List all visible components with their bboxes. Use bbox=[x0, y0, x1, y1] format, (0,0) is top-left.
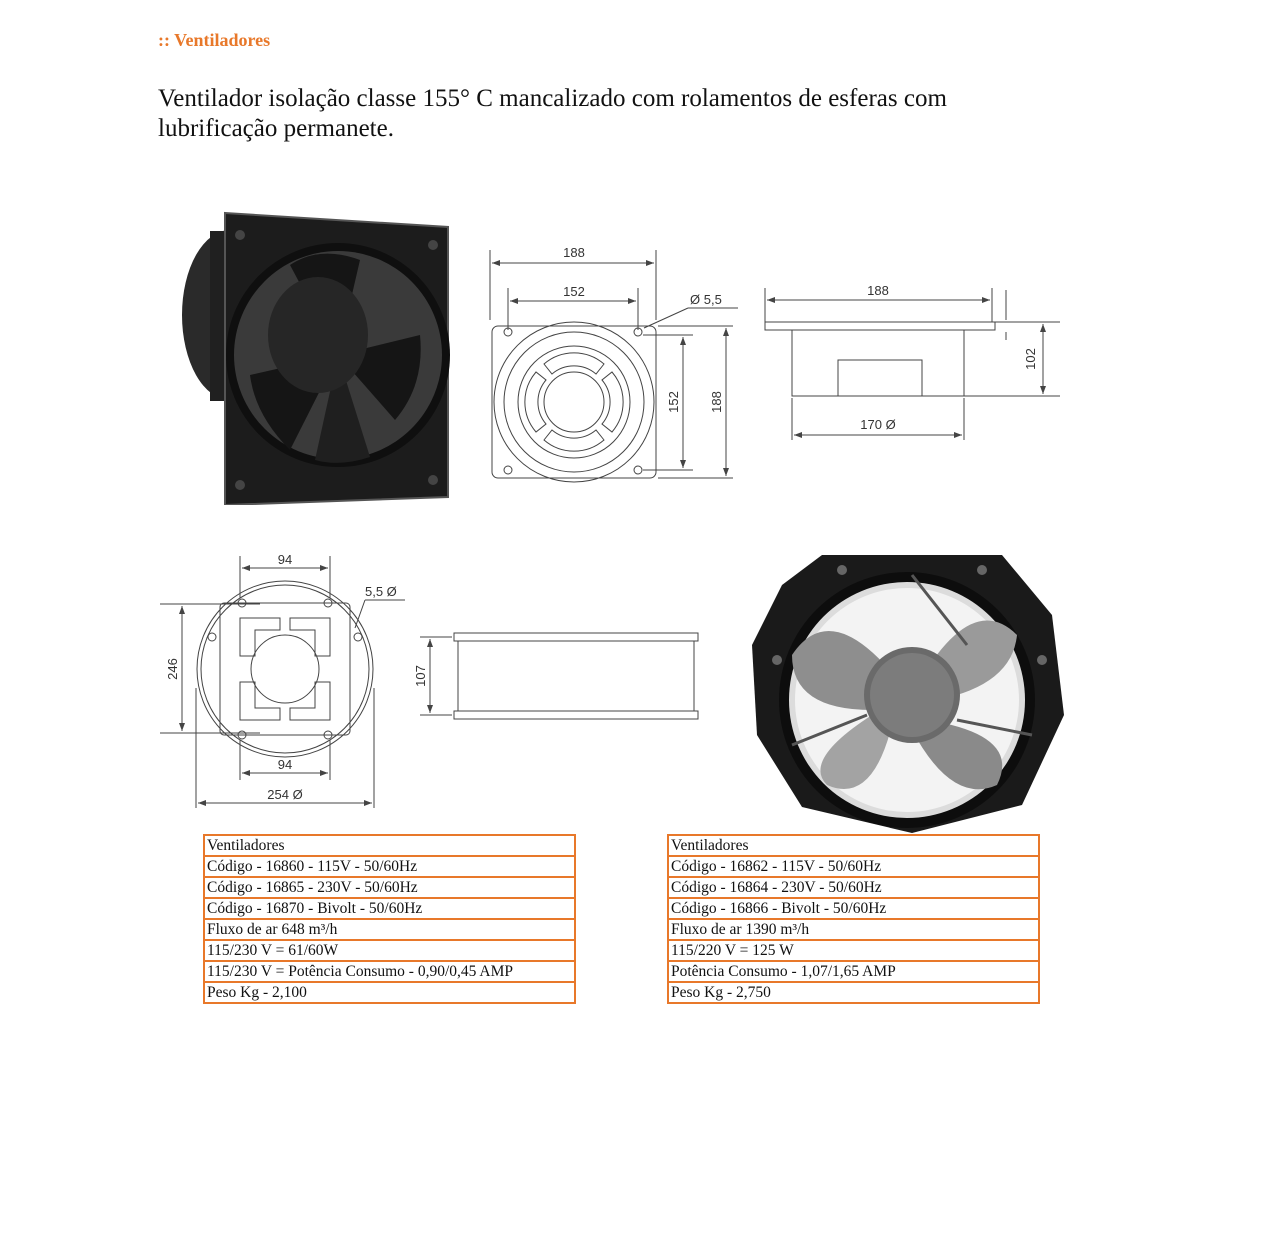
round-fan-front-drawing bbox=[160, 548, 420, 813]
table-row bbox=[204, 961, 575, 982]
table-row bbox=[668, 961, 1039, 982]
table-cell: Ventiladores bbox=[668, 835, 1039, 856]
table-row bbox=[668, 898, 1039, 919]
dim-depth-round: 107 bbox=[413, 665, 428, 687]
table-row bbox=[204, 919, 575, 940]
dim-height-outer: 188 bbox=[709, 391, 724, 413]
spec-table-left bbox=[203, 834, 576, 1004]
table-cell: Código - 16870 - Bivolt - 50/60Hz bbox=[204, 898, 575, 919]
round-fan-photo bbox=[752, 535, 1064, 833]
table-cell: Peso Kg - 2,100 bbox=[204, 982, 575, 1003]
table-cell: Fluxo de ar 648 m³/h bbox=[204, 919, 575, 940]
dim-height-holes: 152 bbox=[666, 391, 681, 413]
spec-table-right bbox=[667, 834, 1040, 1004]
table-cell: 115/230 V = Potência Consumo - 0,90/0,45 AMP bbox=[204, 961, 575, 982]
square-fan-side-drawing bbox=[760, 280, 1060, 450]
dim-body-diameter: 170 Ø bbox=[860, 417, 896, 432]
table-cell: 115/220 V = 125 W bbox=[668, 940, 1039, 961]
table-row bbox=[668, 856, 1039, 877]
dim-depth: 102 bbox=[1023, 348, 1038, 370]
square-fan-photo bbox=[170, 205, 460, 505]
round-fan-side-drawing bbox=[410, 625, 705, 725]
dim-width-holes: 152 bbox=[563, 284, 585, 299]
table-cell: 115/230 V = 61/60W bbox=[204, 940, 575, 961]
dim-height-round: 246 bbox=[165, 658, 180, 680]
dim-flange-width: 188 bbox=[867, 283, 889, 298]
table-cell: Código - 16865 - 230V - 50/60Hz bbox=[204, 877, 575, 898]
table-row bbox=[668, 982, 1039, 1003]
table-row bbox=[668, 940, 1039, 961]
table-row bbox=[204, 940, 575, 961]
section-title: :: Ventiladores bbox=[158, 30, 271, 50]
table-row bbox=[668, 835, 1039, 856]
table-row bbox=[204, 982, 575, 1003]
square-fan-front-drawing bbox=[478, 240, 758, 500]
table-row bbox=[204, 856, 575, 877]
table-cell: Potência Consumo - 1,07/1,65 AMP bbox=[668, 961, 1039, 982]
intro-paragraph: Ventilador isolação classe 155° C mancalizado com rolamentos de esferas com lubrificação permanete. bbox=[158, 85, 947, 142]
table-cell: Peso Kg - 2,750 bbox=[668, 982, 1039, 1003]
dim-bottom-spacing: 94 bbox=[277, 757, 293, 772]
table-row bbox=[668, 919, 1039, 940]
dim-hole-diameter-round: 5,5 Ø bbox=[365, 584, 397, 599]
table-row bbox=[204, 835, 575, 856]
table-cell: Fluxo de ar 1390 m³/h bbox=[668, 919, 1039, 940]
table-cell: Ventiladores bbox=[204, 835, 575, 856]
dim-top-spacing: 94 bbox=[277, 552, 293, 567]
table-row bbox=[204, 898, 575, 919]
table-row bbox=[204, 877, 575, 898]
table-cell: Código - 16864 - 230V - 50/60Hz bbox=[668, 877, 1039, 898]
dim-outer-diameter: 254 Ø bbox=[267, 787, 303, 802]
dim-hole-diameter: Ø 5,5 bbox=[690, 292, 722, 307]
dim-width-outer: 188 bbox=[563, 245, 585, 260]
table-cell: Código - 16860 - 115V - 50/60Hz bbox=[204, 856, 575, 877]
table-cell: Código - 16866 - Bivolt - 50/60Hz bbox=[668, 898, 1039, 919]
table-row bbox=[668, 877, 1039, 898]
table-cell: Código - 16862 - 115V - 50/60Hz bbox=[668, 856, 1039, 877]
